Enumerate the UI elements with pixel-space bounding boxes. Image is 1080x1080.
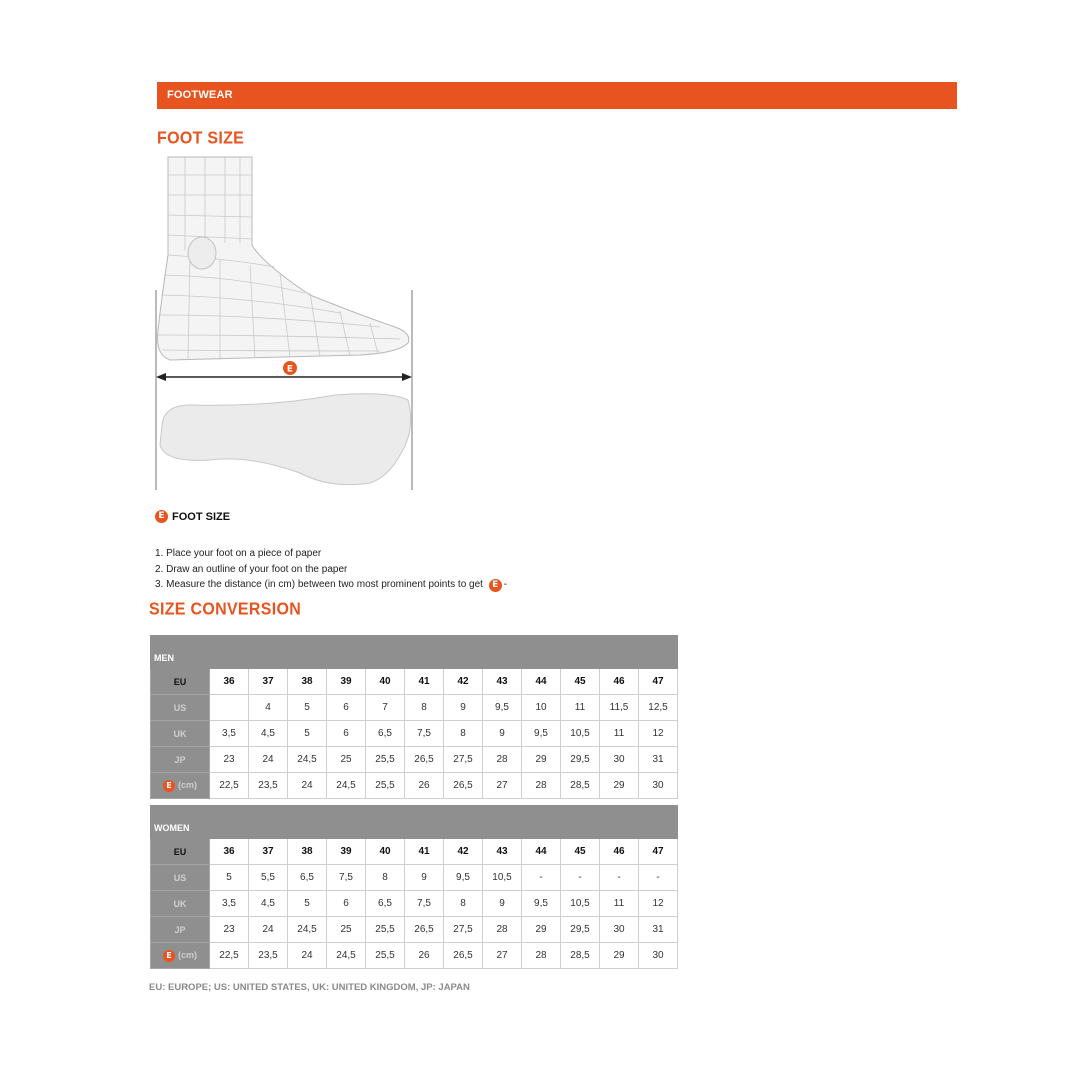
table-cell: 25,5: [366, 943, 405, 969]
foot-size-heading: FOOT SIZE: [157, 129, 245, 148]
step-3-text: 3. Measure the distance (in cm) between two most prominent points to get: [155, 579, 483, 590]
step-3: [155, 577, 507, 593]
table-cell: 25: [327, 917, 366, 943]
table-cell: 46: [600, 839, 639, 865]
table-cell: 23: [210, 917, 249, 943]
size-conversion-heading: SIZE CONVERSION: [149, 600, 302, 619]
table-cell: 45: [561, 669, 600, 695]
table-cell: 8: [444, 721, 483, 747]
row-label: [151, 943, 210, 969]
row-label: [151, 891, 210, 917]
table-cell: 6: [327, 891, 366, 917]
table-cell: 11: [600, 721, 639, 747]
table-cell: 28: [522, 943, 561, 969]
table-cell: 7,5: [405, 891, 444, 917]
row-label-text: (cm): [177, 779, 197, 790]
table-cell: 39: [327, 669, 366, 695]
table-cell: 7,5: [327, 865, 366, 891]
table-row: [151, 747, 678, 773]
table-cell: 38: [288, 839, 327, 865]
table-row: [151, 695, 678, 721]
table-cell: 9: [483, 721, 522, 747]
table-cell: 9,5: [444, 865, 483, 891]
row-label: [151, 695, 210, 721]
banner-title: FOOTWEAR: [167, 89, 233, 101]
table-cell: 27: [483, 773, 522, 799]
row-label-text: JP: [174, 754, 186, 765]
table-cell: 31: [639, 747, 678, 773]
table-cell: 42: [444, 839, 483, 865]
step-3-suffix: -: [503, 579, 508, 590]
table-cell: 7,5: [405, 721, 444, 747]
table-cell: 26,5: [444, 773, 483, 799]
table-cell: 23: [210, 747, 249, 773]
table-cell: 26,5: [405, 747, 444, 773]
row-label-text: EU: [173, 846, 187, 857]
table-cell: 6,5: [366, 891, 405, 917]
men-size-table: [150, 635, 678, 799]
table-cell: 26,5: [405, 917, 444, 943]
row-label-text: EU: [173, 676, 187, 687]
table-cell: 24,5: [327, 943, 366, 969]
table-cell: 29: [600, 943, 639, 969]
table-cell: 26: [405, 943, 444, 969]
footwear-banner: [157, 82, 957, 109]
table-cell: 11: [561, 695, 600, 721]
table-cell: 6: [327, 721, 366, 747]
table-row: [151, 891, 678, 917]
table-cell: 29: [600, 773, 639, 799]
table-cell: 10,5: [483, 865, 522, 891]
e-marker-icon: E: [155, 510, 168, 523]
table-cell: 11: [600, 891, 639, 917]
row-label: [151, 747, 210, 773]
table-cell: 29,5: [561, 747, 600, 773]
table-row: [151, 917, 678, 943]
table-cell: 22,5: [210, 943, 249, 969]
table-cell: 29: [522, 917, 561, 943]
svg-text:E: E: [286, 364, 294, 375]
table-cell: 25,5: [366, 917, 405, 943]
table-cell: 29,5: [561, 917, 600, 943]
table-row: [151, 865, 678, 891]
table-row: [151, 943, 678, 969]
table-cell: 24: [249, 747, 288, 773]
table-cell: 5: [288, 695, 327, 721]
table-cell: 30: [600, 747, 639, 773]
table-row: [151, 721, 678, 747]
table-cell: 9,5: [483, 695, 522, 721]
table-cell: 5: [210, 865, 249, 891]
table-cell: 28: [522, 773, 561, 799]
table-cell: 27: [483, 943, 522, 969]
table-cell: 9,5: [522, 721, 561, 747]
row-label-text: (cm): [177, 949, 197, 960]
table-cell: 30: [600, 917, 639, 943]
row-label: [151, 917, 210, 943]
table-cell: 37: [249, 669, 288, 695]
row-label-text: US: [173, 872, 187, 883]
e-marker-icon: E: [163, 950, 175, 962]
row-label: [151, 773, 210, 799]
table-cell: -: [639, 865, 678, 891]
table-cell: 8: [405, 695, 444, 721]
table-cell: 10,5: [561, 721, 600, 747]
table-cell: 5: [288, 721, 327, 747]
table-cell: 4,5: [249, 891, 288, 917]
foot-size-legend: [155, 510, 230, 523]
table-cell: 41: [405, 669, 444, 695]
table-cell: 40: [366, 669, 405, 695]
table-cell: 22,5: [210, 773, 249, 799]
table-cell: 26,5: [444, 943, 483, 969]
table-cell: 43: [483, 839, 522, 865]
men-table-title: MEN: [151, 636, 678, 669]
table-cell: 28: [483, 747, 522, 773]
table-cell: 25: [327, 747, 366, 773]
table-cell: 12,5: [639, 695, 678, 721]
table-cell: 44: [522, 839, 561, 865]
table-cell: 5,5: [249, 865, 288, 891]
table-cell: 25,5: [366, 747, 405, 773]
table-cell: 23,5: [249, 773, 288, 799]
table-cell: 40: [366, 839, 405, 865]
table-cell: 37: [249, 839, 288, 865]
measurement-steps: [155, 546, 507, 593]
table-row: [151, 773, 678, 799]
table-cell: 10,5: [561, 891, 600, 917]
table-cell: 46: [600, 669, 639, 695]
table-cell: 9: [405, 865, 444, 891]
row-label: [151, 839, 210, 865]
table-cell: 7: [366, 695, 405, 721]
women-table-title: WOMEN: [151, 806, 678, 839]
table-cell: 27,5: [444, 917, 483, 943]
row-label: [151, 865, 210, 891]
table-cell: 3,5: [210, 891, 249, 917]
table-cell: 28: [483, 917, 522, 943]
women-size-table: [150, 805, 678, 969]
table-cell: 30: [639, 773, 678, 799]
table-cell: 9: [444, 695, 483, 721]
step-1: 1. Place your foot on a piece of paper: [155, 548, 322, 559]
abbreviation-footnote: EU: EUROPE; US: UNITED STATES, UK: UNITED KINGDOM, JP: JAPAN: [149, 982, 470, 993]
table-cell: 24,5: [327, 773, 366, 799]
row-label: [151, 721, 210, 747]
table-cell: 25,5: [366, 773, 405, 799]
table-cell: 3,5: [210, 721, 249, 747]
table-cell: 12: [639, 721, 678, 747]
table-cell: 38: [288, 669, 327, 695]
row-label-text: UK: [173, 898, 187, 909]
table-cell: 23,5: [249, 943, 288, 969]
table-row: [151, 669, 678, 695]
table-cell: -: [522, 865, 561, 891]
table-cell: 24: [288, 773, 327, 799]
table-cell: 24,5: [288, 917, 327, 943]
e-marker-icon: E: [163, 780, 175, 792]
table-cell: 9: [483, 891, 522, 917]
table-cell: 36: [210, 669, 249, 695]
table-cell: 47: [639, 839, 678, 865]
table-cell: 9,5: [522, 891, 561, 917]
table-cell: 8: [444, 891, 483, 917]
table-cell: 6,5: [366, 721, 405, 747]
table-cell: [210, 695, 249, 721]
step-2: 2. Draw an outline of your foot on the paper: [155, 563, 348, 575]
table-cell: 26: [405, 773, 444, 799]
table-cell: -: [600, 865, 639, 891]
table-cell: 39: [327, 839, 366, 865]
table-cell: 36: [210, 839, 249, 865]
table-cell: 24: [249, 917, 288, 943]
table-cell: 10: [522, 695, 561, 721]
row-label-text: UK: [173, 728, 187, 739]
table-cell: 5: [288, 891, 327, 917]
row-label-text: JP: [174, 924, 186, 935]
table-cell: -: [561, 865, 600, 891]
table-cell: 41: [405, 839, 444, 865]
row-label-text: US: [173, 702, 187, 713]
foot-measurement-illustration: [150, 155, 420, 495]
table-cell: 28,5: [561, 773, 600, 799]
table-cell: 42: [444, 669, 483, 695]
table-cell: 27,5: [444, 747, 483, 773]
table-cell: 6,5: [288, 865, 327, 891]
table-cell: 24: [288, 943, 327, 969]
table-cell: 4,5: [249, 721, 288, 747]
table-cell: 6: [327, 695, 366, 721]
table-cell: 44: [522, 669, 561, 695]
table-cell: 43: [483, 669, 522, 695]
table-row: [151, 839, 678, 865]
table-cell: 31: [639, 917, 678, 943]
table-cell: 12: [639, 891, 678, 917]
table-cell: 24,5: [288, 747, 327, 773]
table-cell: 11,5: [600, 695, 639, 721]
table-cell: 8: [366, 865, 405, 891]
row-label: [151, 669, 210, 695]
table-cell: 29: [522, 747, 561, 773]
table-cell: 47: [639, 669, 678, 695]
table-cell: 30: [639, 943, 678, 969]
legend-label: FOOT SIZE: [172, 510, 231, 523]
table-cell: 45: [561, 839, 600, 865]
table-cell: 4: [249, 695, 288, 721]
table-cell: 28,5: [561, 943, 600, 969]
e-marker-icon: E: [489, 579, 502, 592]
